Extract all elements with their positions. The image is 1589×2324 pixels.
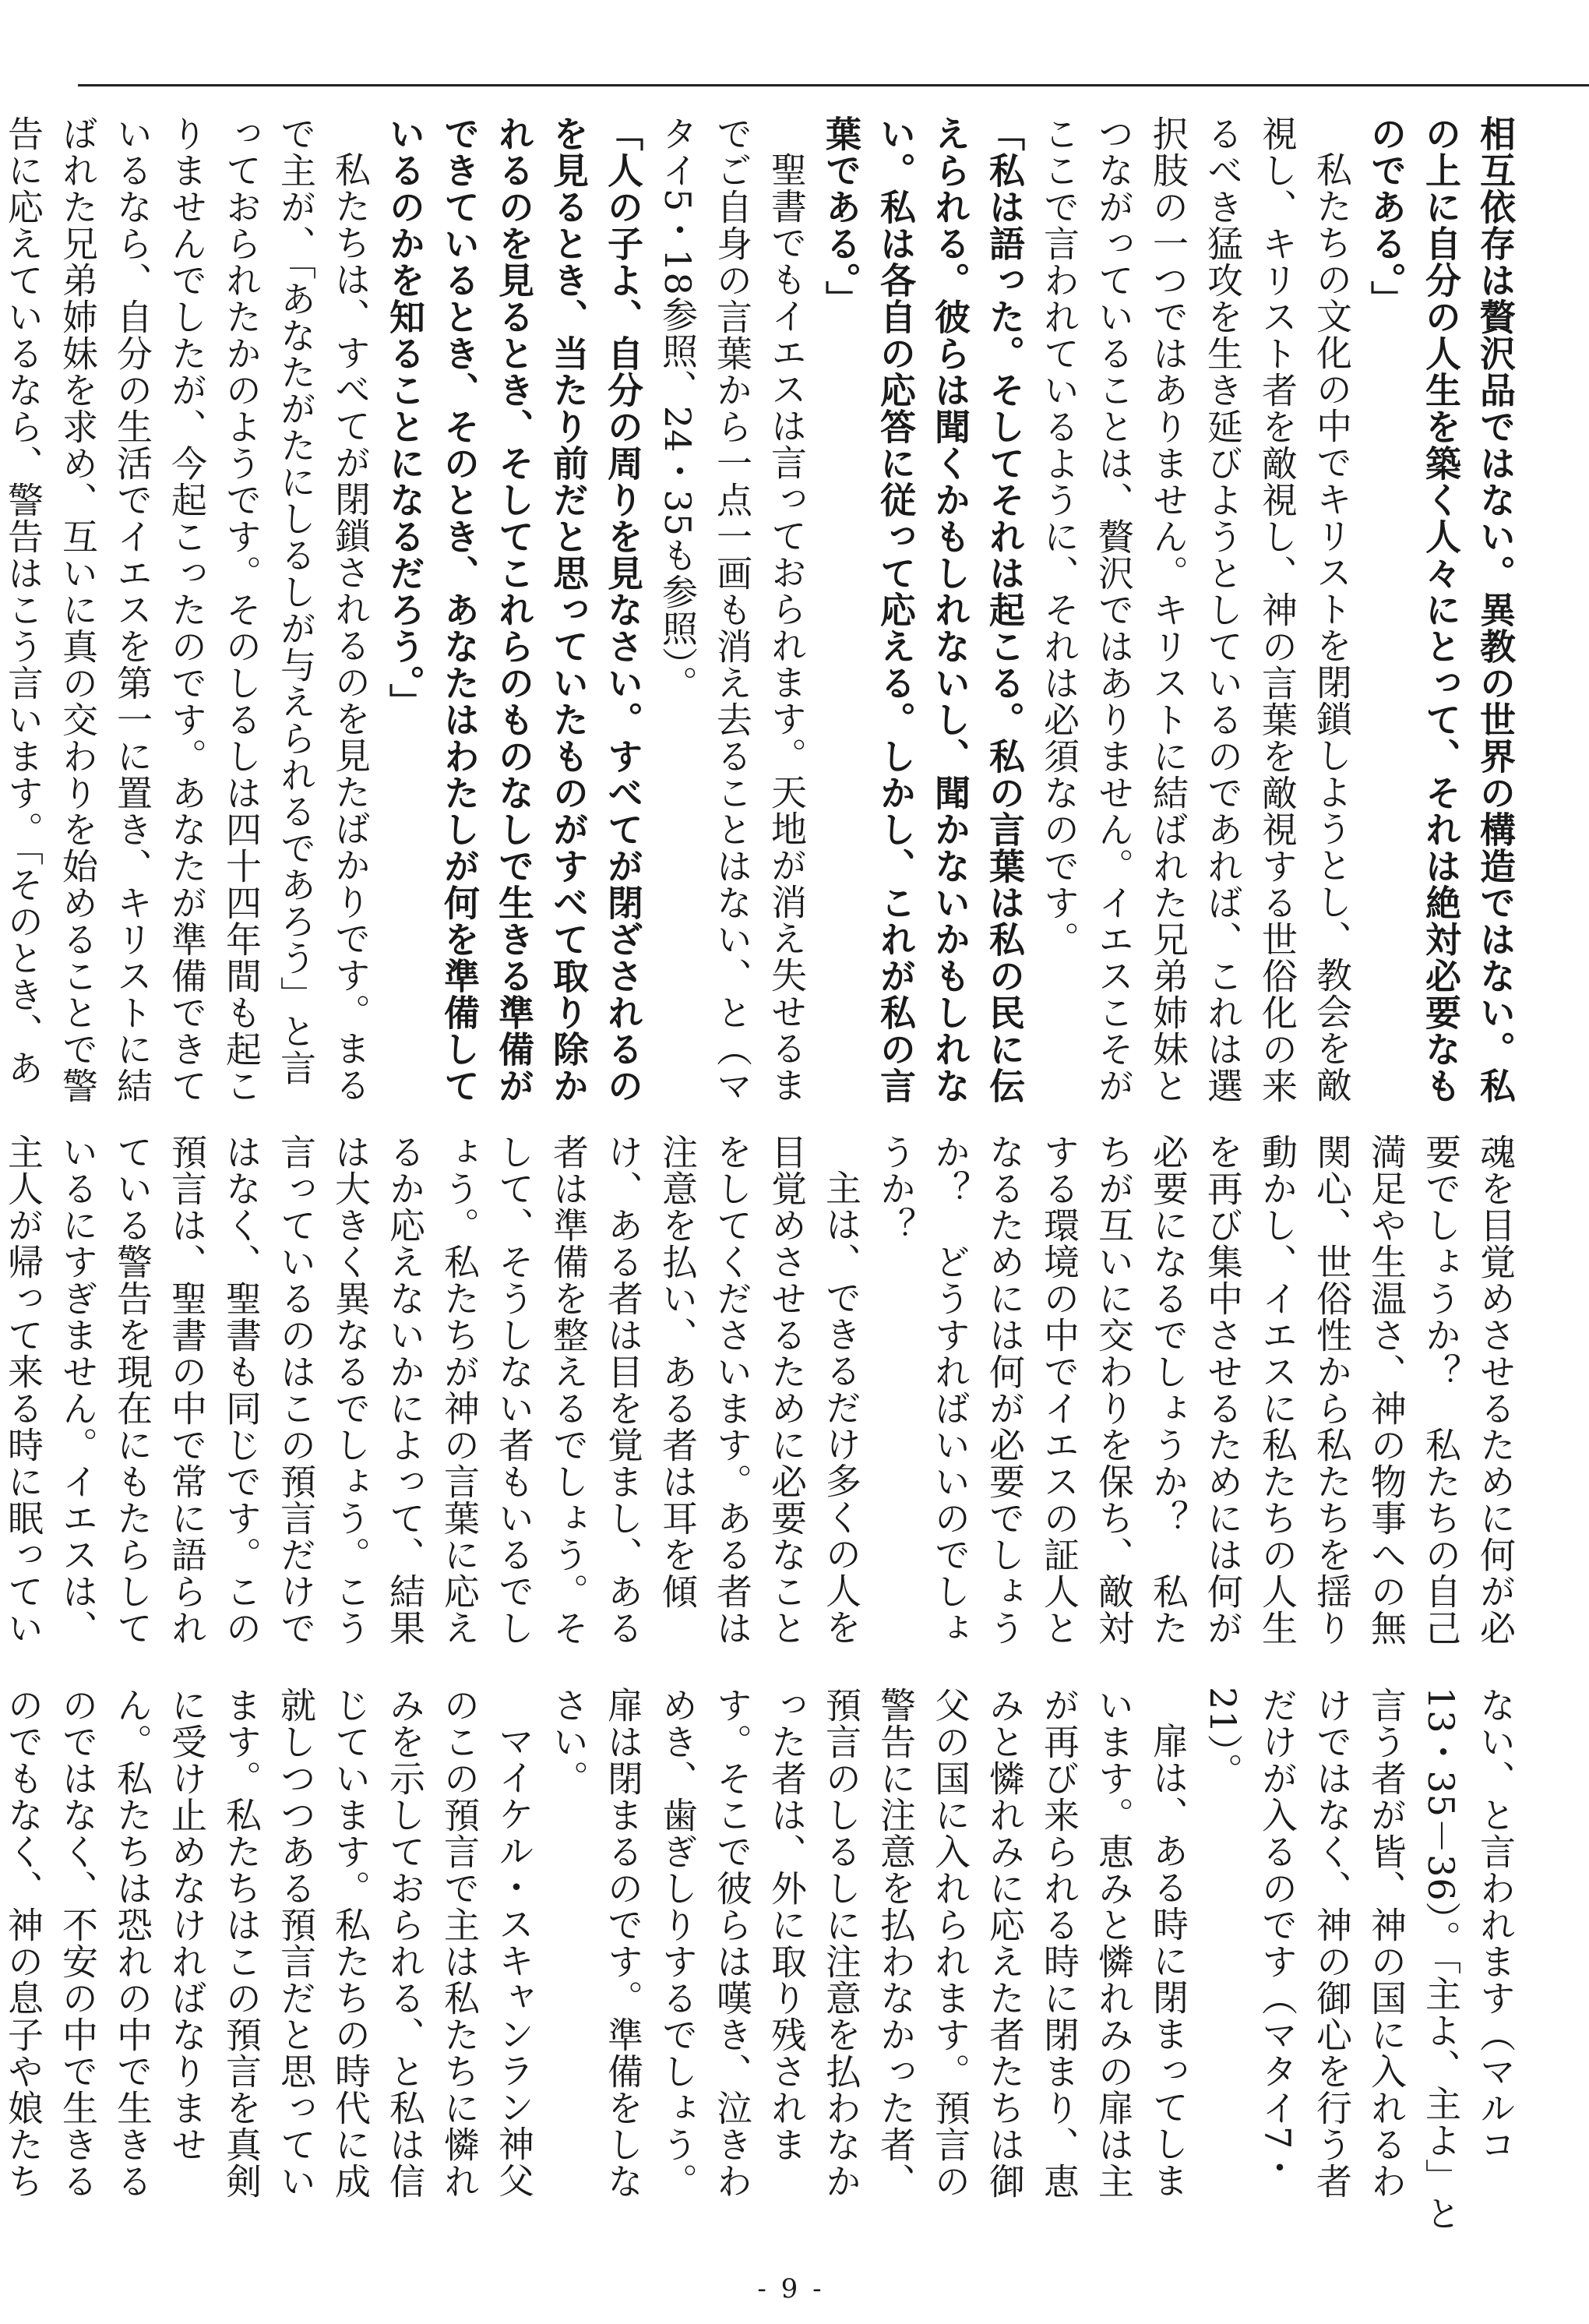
text-tier-bottom [2,1687,1523,2232]
paragraph: 「人の子よ、自分の周りを見なさい。すべてが閉ざされるのを見るとき、当たり前だと思っていたものがすべて取り除かれるのを見るとき、そしてこれらのものなしで生きる準備ができているとき、そのとき、あなたはわたしが何を準備しているのかを知ることになるだろう。」 [384,115,644,1104]
paragraph: 「私は語った。そしてそれは起こる。私の言葉は私の民に伝えられる。彼らは聞くかもしれないし、聞かないかもしれない。私は各自の応答に従って応える。しかし、これが私の言葉である。」 [820,115,1026,1104]
header-rule [78,84,1589,86]
paragraph: 魂を目覚めさせるために何が必要でしょうか？ 私たちの自己満足や生温さ、神の物事への無関心、世俗性から私たちを揺り動かし、イエスに私たちの人生を再び集中させるためには何が必要になるでしょうか？ 私たちが互いに交わりを保ち、敵対する環境の中でイエスの証人となるためには何が必要でしょうか？ どうすればいいのでしょうか？ [875,1134,1517,1646]
paragraph: ない、と言われます（マルコ13・35－36）。「主よ、主よ」と言う者が皆、神の国に入れるわけではなく、神の御心を行う者だけが入るのです（マタイ7・21）。 [1202,1687,1517,2232]
paragraph: 扉は、ある時に閉まってしまいます。恵みと憐れみの扉は主が再び来られる時に閉まり、恵みと憐れみに応えた者たちは御父の国に入れられます。預言の警告に注意を払わなかった者、預言のしるしに注意を払わなかった者は、外に取り残されます。そこで彼らは嘆き、泣きわめき、歯ぎしりするでしょう。扉は閉まるのです。準備をしなさい。 [548,1687,1189,2199]
paragraph: 主は、できるだけ多くの人を目覚めさせるために必要なことをしてくださいます。ある者は注意を払い、ある者は耳を傾け、ある者は目を覚まし、ある者は準備を整えるでしょう。そして、そうしない者もいるでしょう。私たちが神の言葉に応えるか応えないかによって、結果は大きく異なるでしょう。こう言っているのはこの預言だけではなく、聖書も同じです。この預言は、聖書の中で常に語られている警告を現在にもたらしているにすぎません。イエスは、主人が帰って来る時に眠ってい [2,1134,862,1646]
text-tier-top [2,115,1523,1120]
paragraph: 私たちは、すべてが閉鎖されるのを見たばかりです。まるで主が、「あなたがたにしるしが与えられるであろう」と言っておられたかのようです。そのしるしは四十四年間も起こりませんでしたが、今起こったのです。あなたが準備できているなら、自分の生活でイエスを第一に置き、キリストに結ばれた兄弟姉妹を求め、互いに真の交わりを始めることで警告に応えているなら、警告はこう言います。「そのとき、あ [2,115,372,1104]
text-tier-middle [2,1134,1523,1671]
paragraph: 聖書でもイエスは言っておられます。天地が消え失せるまでご自身の言葉から一点一画も消え去ることはない、と（マタイ5・18参照、24・35も参照）。 [657,115,808,1104]
page-number: - 9 - [757,2273,825,2305]
paragraph: 私たちの文化の中でキリストを閉鎖しようとし、教会を敵視し、キリスト者を敵視し、神の言葉を敵視する世俗化の来るべき猛攻を生き延びようとしているのであれば、これは選択肢の一つではありません。キリストに結ばれた兄弟姉妹とつながっていることは、贅沢ではありません。イエスこそがここで言われているように、それは必須なのです。 [1038,115,1353,1104]
paragraph: 相互依存は贅沢品ではない。異教の世界の構造ではない。私の上に自分の人生を築く人々にとって、それは絶対必要なものである。」 [1365,115,1517,1104]
paragraph: マイケル・スキャンラン神父のこの預言で主は私たちに憐れみを示しておられる、と私は信じています。私たちの時代に成就しつつある預言だと思っています。私たちはこの預言を真剣に受け止めなければなりません。私たちは恐れの中で生きるのではなく、不安の中で生きるのでもなく、神の息子や娘たち [2,1687,535,2199]
